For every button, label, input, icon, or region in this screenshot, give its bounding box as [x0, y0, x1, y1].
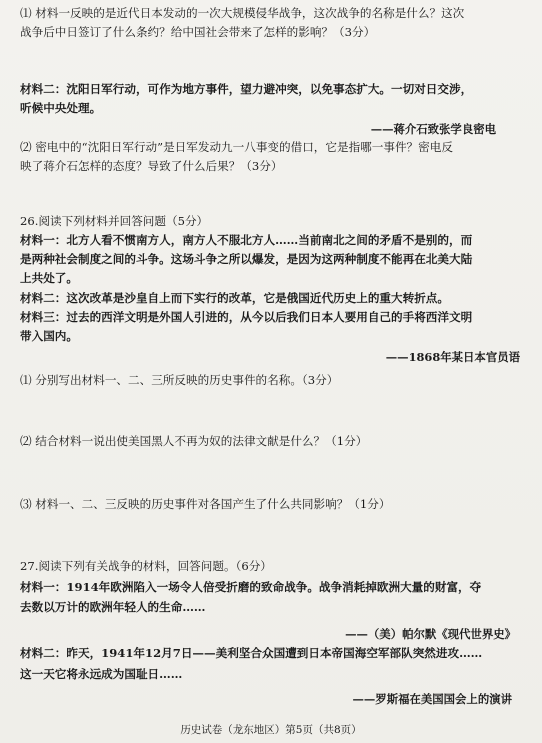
q26-subquestion-1: ⑴ 分别写出材料一、二、三所反映的历史事件的名称。（3分）	[20, 373, 339, 387]
q26-material-3-source: ——1868年某日本官员语	[385, 350, 520, 364]
q27-material-2-source: ——罗斯福在美国国会上的演讲	[352, 692, 512, 706]
question-2-line-2: 映了蒋介石怎样的态度？导致了什么后果？（3分）	[20, 159, 283, 173]
q27-material-1-source: ——（美）帕尔默《现代世界史》	[345, 627, 516, 641]
q26-subquestion-2: ⑵ 结合材料一说出使美国黑人不再为奴的法律文献是什么？（1分）	[20, 434, 368, 448]
q26-title: 26.阅读下列材料并回答问题（5分）	[20, 214, 209, 228]
q26-material-3-line-2: 带入国内。	[20, 329, 78, 343]
q26-material-1-line-3: 上共处了。	[20, 271, 78, 285]
question-1-line-1: ⑴ 材料一反映的是近代日本发动的一次大规模侵华战争，这次战争的名称是什么？这次	[20, 6, 465, 20]
q26-material-2: 材料二：这次改革是沙皇自上而下实行的改革，它是俄国近代历史上的重大转折点。	[20, 291, 449, 305]
q27-material-2-line-1: 材料二：昨天，1941年12月7日——美利坚合众国遭到日本帝国海空军部队突然进攻……	[20, 646, 483, 660]
question-1-line-2: 战争后中日签订了什么条约？给中国社会带来了怎样的影响？（3分）	[20, 25, 376, 39]
q27-material-2-line-2: 这一天它将永远成为国耻日……	[20, 667, 183, 681]
q27-material-1-line-1: 材料一：1914年欧洲陷入一场令人倍受折磨的致命战争。战争消耗掉欧洲大量的财富，夺	[20, 580, 482, 594]
q26-material-3-line-1: 材料三：过去的西洋文明是外国人引进的，从今以后我们日本人要用自己的手将西洋文明	[20, 310, 473, 324]
page-footer: 历史试卷（龙东地区）第5页（共8页）	[180, 724, 362, 736]
question-2-line-1: ⑵ 密电中的“沈阳日军行动”是日军发动九一八事变的借口，它是指哪一事件？密电反	[20, 140, 453, 154]
q26-material-1-line-2: 是两种社会制度之间的斗争。这场斗争之所以爆发，是因为这两种制度不能再在北美大陆	[20, 252, 473, 266]
q27-title: 27.阅读下列有关战争的材料，回答问题。（6分）	[20, 559, 272, 573]
q26-material-1-line-1: 材料一：北方人看不惯南方人，南方人不服北方人……当前南北之间的矛盾不是别的，而	[20, 233, 473, 247]
material-2-line-1: 材料二：沈阳日军行动，可作为地方事件，望力避冲突，以免事态扩大。一切对日交涉，	[20, 82, 473, 96]
q26-subquestion-3: ⑶ 材料一、二、三反映的历史事件对各国产生了什么共同影响？（1分）	[20, 497, 391, 511]
material-2-source: ——蒋介石致张学良密电	[370, 122, 496, 136]
q27-material-1-line-2: 去数以万计的欧洲年轻人的生命……	[20, 600, 206, 614]
material-2-line-2: 听候中央处理。	[20, 101, 102, 115]
